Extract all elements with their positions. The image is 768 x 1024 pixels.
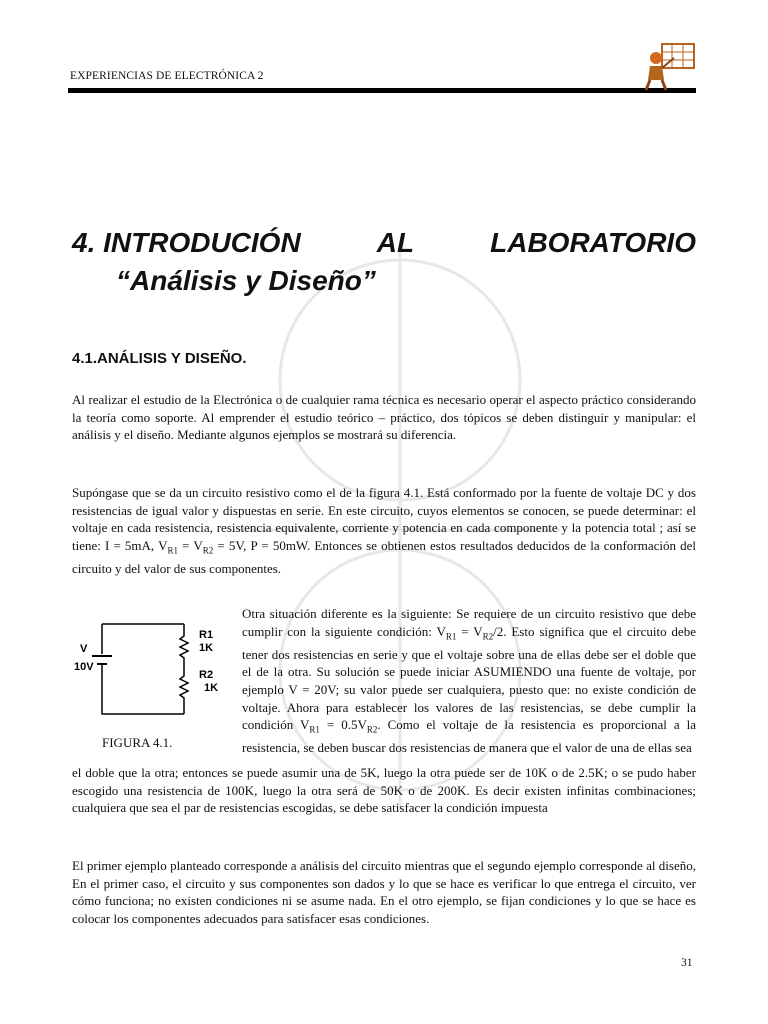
r2-value-label: 1K [204, 682, 219, 694]
paragraph-1: Al realizar el estudio de la Electrónica o de cualquier rama técnica es necesario operar el aspecto práctico considerando la teoría como soporte. Al emprender el estudio teórico – práctico, dos tópicos se deben distinguir y manipular: el análisis y el diseño. Mediante algunos ejemplos se mostrará su diferencia. [72, 392, 696, 442]
figure-caption: FIGURA 4.1. [102, 735, 173, 750]
chapter-title-part1: 4. INTRODUCIÓN [72, 227, 301, 258]
r1-name-label: R1 [199, 629, 214, 641]
circuit-diagram [72, 612, 232, 722]
paragraph-3: Otra situación diferente es la siguiente: Se requiere de un circuito resistivo que debe cumplir con la siguiente condición: $V_{R1} = V_{R2}/2$. Esto significa que el circuito debe tener dos resistencias en serie y que el voltaje sobre una de ellas debe ser el doble que el de la otra. Su solución se puede iniciar ASUMIENDO una fuente de voltaje, por ejemplo V = 20V; su valor puede ser cualquiera, puesto que: no existe condición de voltaje. Ahora para establecer los valores de las resistencias, se debe cumplir la condición $V_{R1} = 0.5V_{R2}$. Como el voltaje de la resistencia es proporcional a la resistencia, se deben buscar dos resistencias de manera que el valor de una de ellas sea [242, 606, 696, 756]
chapter-title [72, 224, 696, 300]
paragraph-2: Supóngase que se da un circuito resistivo como el de la figura 4.1. Está conformado por la fuente de voltaje DC y dos resistencias de igual valor y dispuestas en serie. En este circuito, cuyos elementos se conocen, se puede determinar: el voltaje en cada resistencia, resistencia equivalente, corriente y potencia en cada componente y la potencia total ; así se tiene: I = 5mA, $V_{R1} = V_{R2} = 5V$, P = 50mW. Entonces se obtienen estos resultados deducidos de la conformación del circuito y del valor de sus componentes. [72, 485, 696, 576]
r2-name-label: R2 [199, 669, 214, 681]
header-rule [68, 88, 696, 93]
professor-logo-icon [640, 42, 698, 92]
page-number: 31 [681, 957, 693, 969]
source-name-label: V [80, 643, 88, 655]
chapter-title-part3: LABORATORIO [490, 227, 696, 258]
running-header: EXPERIENCIAS DE ELECTRÓNICA 2 [70, 70, 264, 82]
source-value-label: 10V [74, 661, 94, 673]
r1-value-label: 1K [199, 642, 214, 654]
chapter-title-part2: AL [376, 227, 415, 258]
paragraph-4: El primer ejemplo planteado corresponde a análisis del circuito mientras que el segundo ejemplo corresponde al diseño, En el primer caso, el circuito y sus componentes son dados y lo que se hace es verificar lo que entrega el circuito, ver cómo funciona; no existen condiciones ni se asume nada. En el otro ejemplo, se fijan condiciones y lo que se hace es colocar los componentes adecuados para satisfacer esas condiciones. [72, 858, 696, 926]
chapter-subtitle: “Análisis y Diseño” [116, 265, 376, 296]
paragraph-3-continued: el doble que la otra; entonces se puede asumir una de 5K, luego la otra puede ser de 10K o de 2.5K; o se pudo haber escogido una resistencia de 100K, luego la otra será de 50K o de 200K. Es decir existen infinitas combinaciones; cualquiera que sea el par de resistencias escogidas, se debe satisfacer la condición impuesta [72, 765, 696, 815]
section-heading: 4.1.ANÁLISIS Y DISEÑO. [72, 350, 247, 367]
